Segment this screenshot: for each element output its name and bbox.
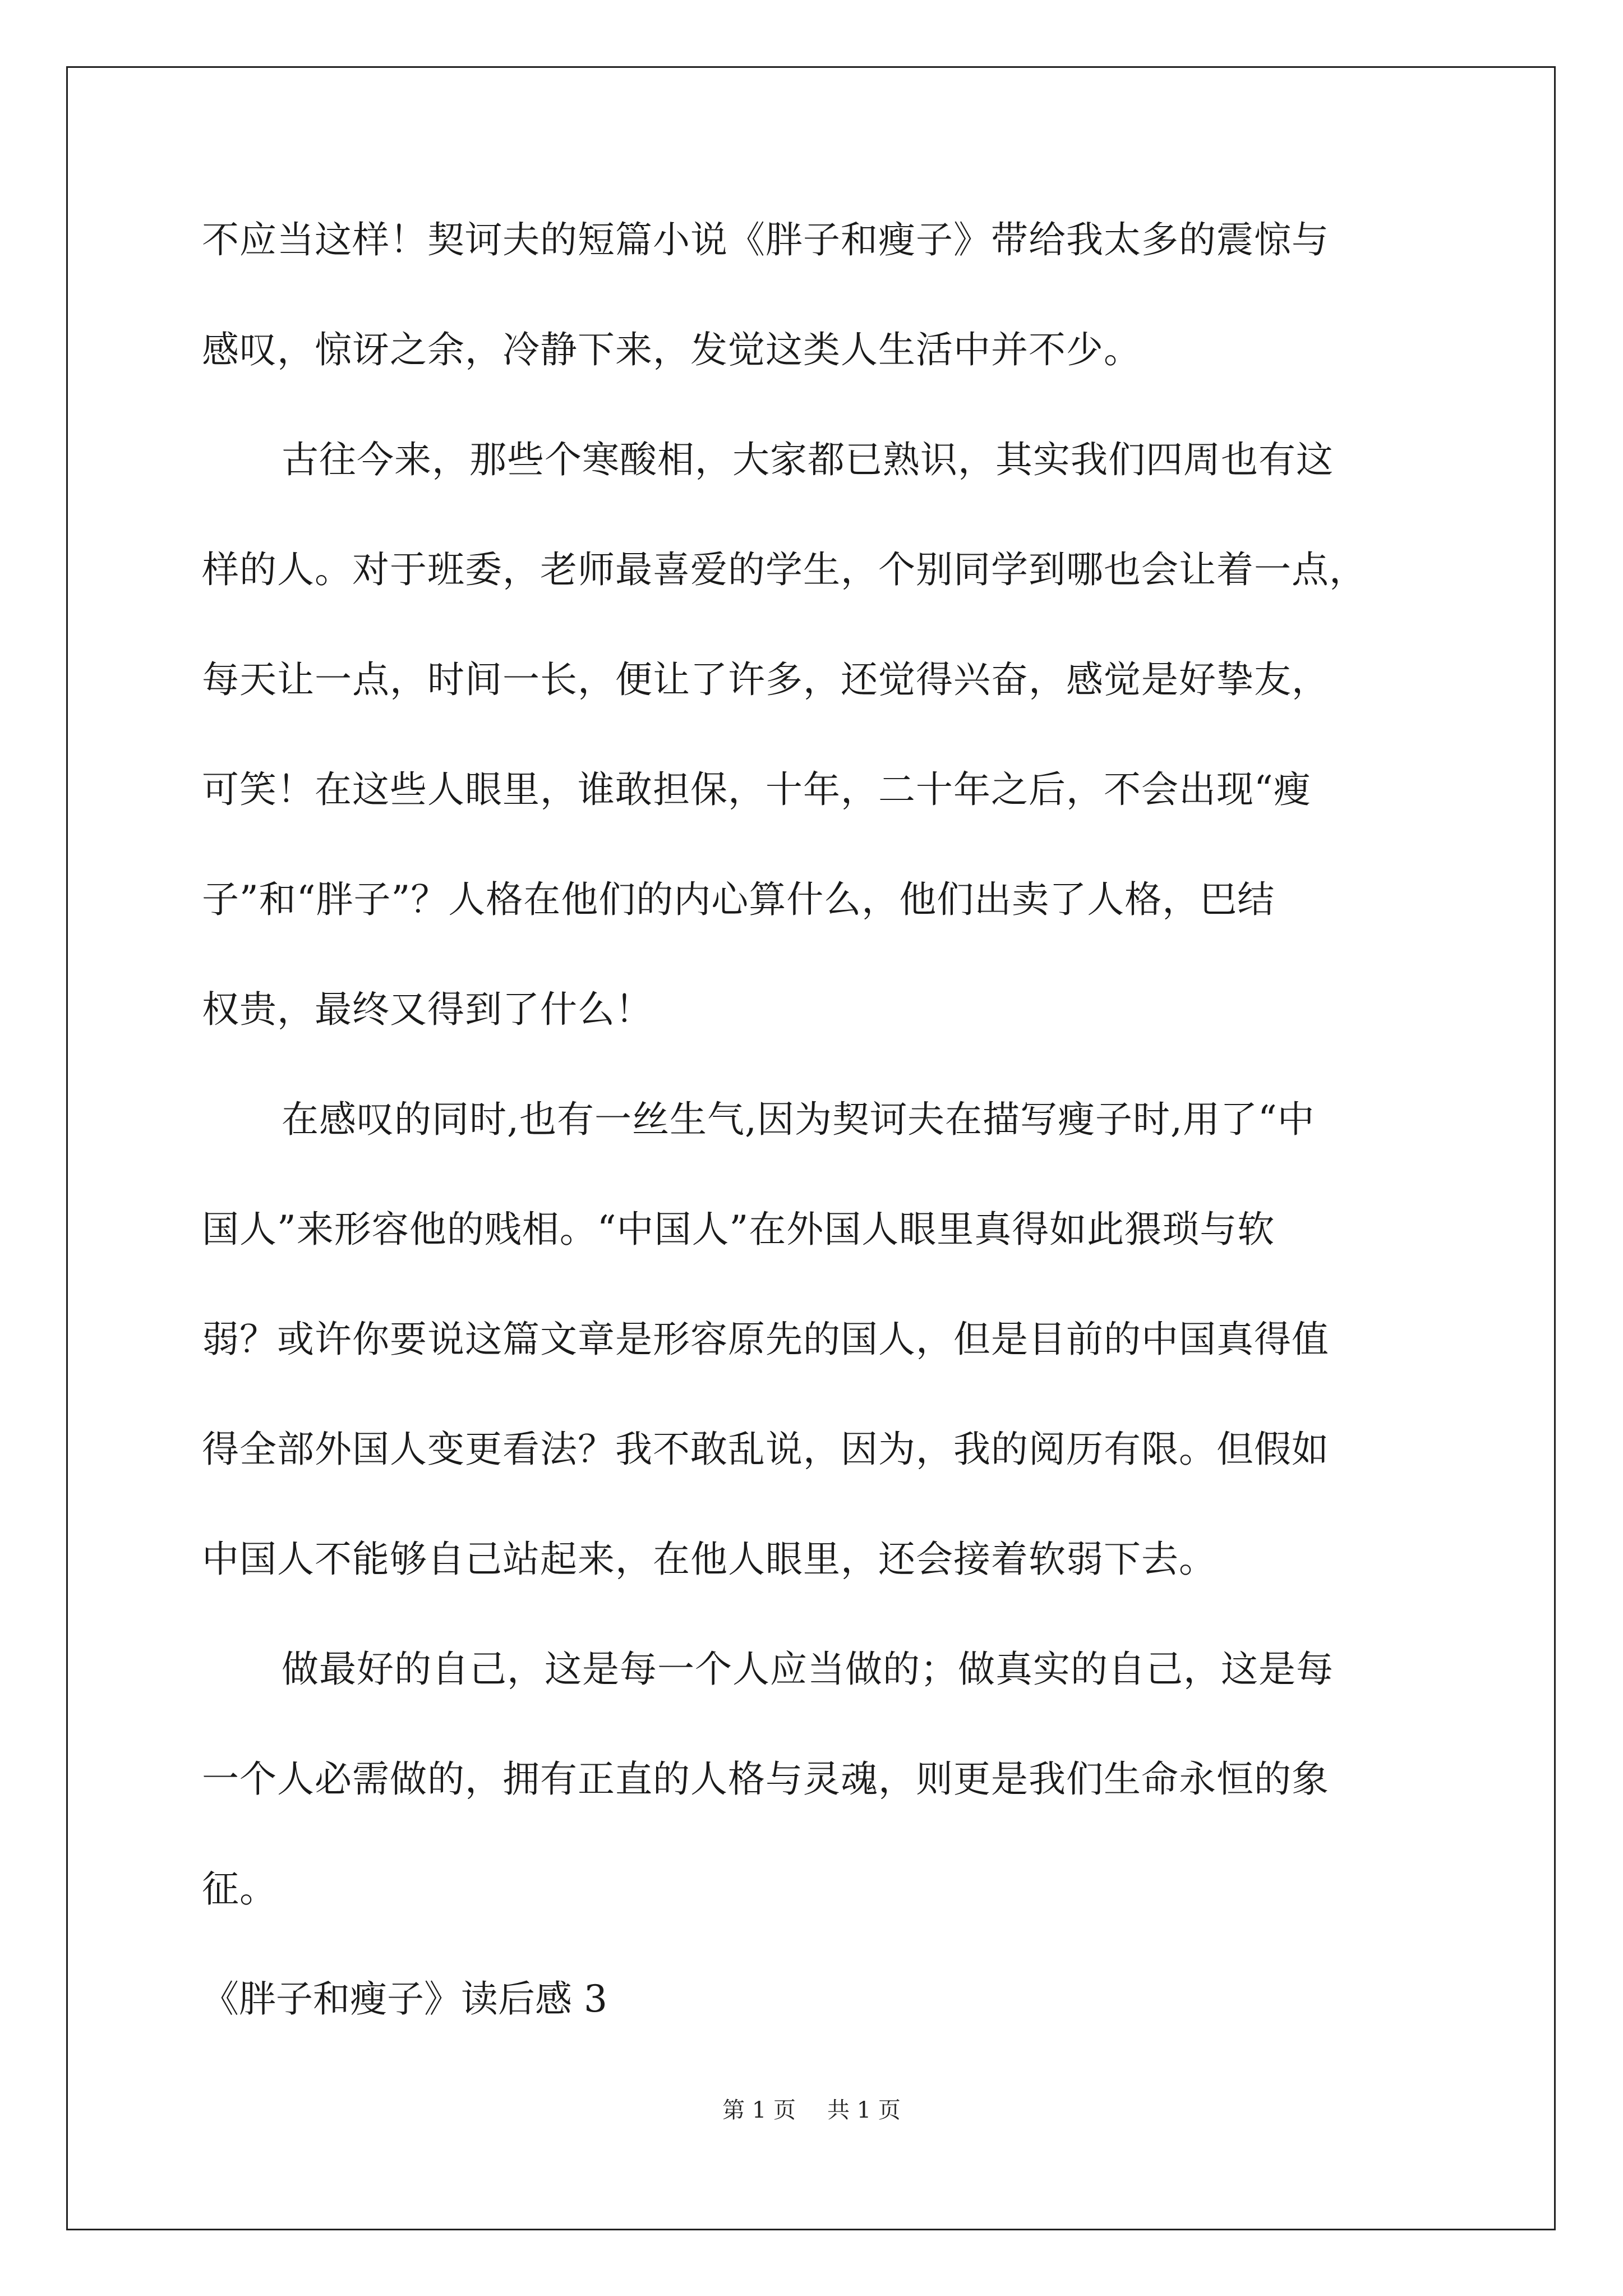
text-line: 古往今来，那些个寒酸相，大家都已熟识，其实我们四周也有这: [282, 438, 1334, 481]
text-line: 可笑！在这些人眼里，谁敢担保，十年，二十年之后，不会出现“瘦: [202, 768, 1311, 811]
text-line: 中国人不能够自己站起来，在他人眼里，还会接着软弱下去。: [202, 1538, 1216, 1581]
text-line: 感叹，惊讶之余，冷静下来，发觉这类人生活中并不少。: [202, 328, 1141, 371]
page-footer: [0, 2092, 1623, 2124]
text-line: 做最好的自己，这是每一个人应当做的；做真实的自己，这是每: [282, 1648, 1334, 1691]
text-line: 在感叹的同时,也有一丝生气,因为契诃夫在描写瘦子时,用了“中: [282, 1098, 1315, 1141]
text-line: 国人”来形容他的贱相。“中国人”在外国人眼里真得如此猥琐与软: [202, 1208, 1275, 1251]
text-line: 征。: [202, 1867, 277, 1911]
text-line: 不应当这样！契诃夫的短篇小说《胖子和瘦子》带给我太多的震惊与: [202, 218, 1329, 261]
text-line: 一个人必需做的，拥有正直的人格与灵魂，则更是我们生命永恒的象: [202, 1757, 1329, 1801]
text-line: 每天让一点，时间一长，便让了许多，还觉得兴奋，感觉是好挚友，: [202, 658, 1329, 701]
document-body: [202, 211, 1424, 2054]
section-heading: 《胖子和瘦子》读后感 3: [202, 1977, 607, 2021]
text-line: 样的人。对于班委，老师最喜爱的学生，个别同学到哪也会让着一点，: [202, 548, 1367, 591]
page-number: 第 1 页: [722, 2097, 796, 2123]
text-line: 得全部外国人变更看法？我不敢乱说，因为，我的阅历有限。但假如: [202, 1428, 1329, 1471]
page-total: 共 1 页: [827, 2097, 901, 2123]
text-line: 权贵，最终又得到了什么！: [202, 988, 653, 1031]
text-line: 子”和“胖子”？人格在他们的内心算什么，他们出卖了人格，巴结: [202, 878, 1275, 921]
text-line: 弱？或许你要说这篇文章是形容原先的国人，但是目前的中国真得值: [202, 1318, 1329, 1361]
